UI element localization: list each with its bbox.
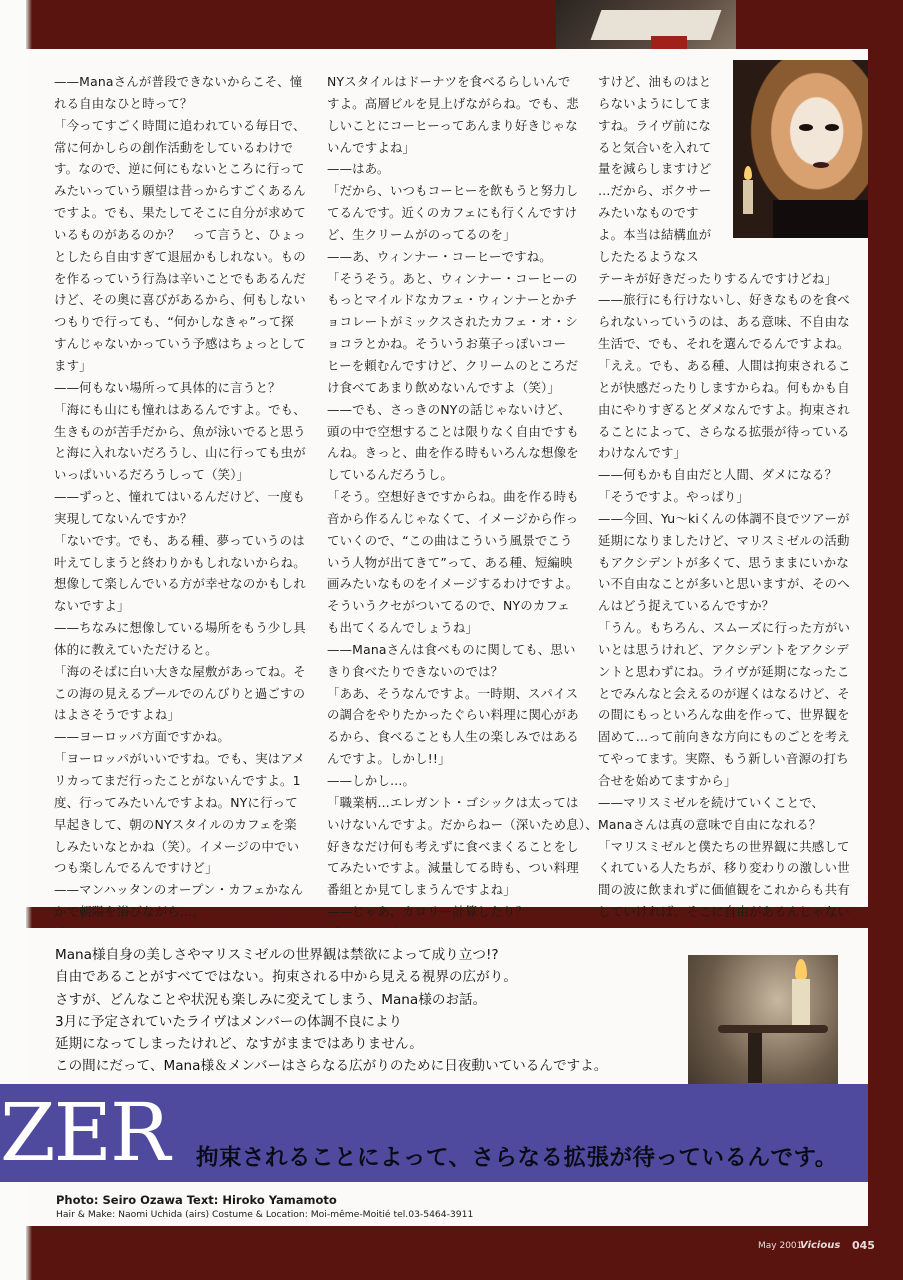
text-line: ていくので、“この曲はこういう風景でこう — [327, 532, 573, 548]
text-line: この海の見えるプールでのんびりと過ごすの — [54, 685, 306, 701]
text-line: すけど、油ものはと — [598, 74, 712, 89]
text-line: みたいっていう願望は昔っからすごくあるん — [54, 183, 306, 199]
text-line: 体的に教えていただけると。 — [54, 641, 218, 657]
lips-image — [813, 162, 829, 168]
text-line: ——でも、さっきのNYの話じゃないけど、 — [327, 401, 571, 417]
text-line: そういうクセがついてるので、NYのカフェ — [327, 598, 571, 614]
intro-text — [55, 944, 607, 1078]
text-line: 実現してないんですか？ — [54, 510, 193, 526]
text-line: ないですよ」 — [54, 598, 130, 614]
text-line: ——ちなみに想像している場所をもう少し具 — [54, 620, 306, 636]
text-line: ヒーを頼むんですけど、クリームのところだ — [327, 357, 579, 373]
text-line: ですよ。でも、果たしてそこに自分が求めて — [54, 205, 306, 221]
text-line: すね。ライヴ前にな — [598, 117, 711, 133]
text-line: くれている人たちが、移り変わりの激しい世 — [598, 860, 850, 876]
text-line: いるものがあるのか？ って言うと、ひょっ — [54, 226, 306, 242]
text-line: つも楽しんでるんですけど」 — [54, 860, 218, 876]
text-line: 早起きして、朝のNYスタイルのカフェを楽 — [54, 816, 297, 832]
text-line: いう人物が出てきて”って、ある種、短編映 — [327, 554, 573, 570]
text-line: ることによって、さらなる拡張が待っている — [598, 423, 850, 439]
credits — [56, 1192, 473, 1222]
text-line: 好きなだけ何も考えずに食べまくることをし — [327, 838, 579, 854]
candelabra-arm-image — [718, 1025, 828, 1033]
text-line: Manaさんは真の意味で自由になれる？ — [598, 816, 822, 832]
eye-image — [799, 124, 813, 131]
issue-date: May 2001 — [758, 1241, 803, 1251]
text-line: らないようにしてま — [598, 95, 712, 111]
text-line: 「職業柄…エレガント・ゴシックは太っては — [327, 794, 579, 810]
text-line: いっぱいいるだろうしって（笑）」 — [54, 467, 250, 483]
text-line: すよ。高層ビルを見上げながらね。でも、悲 — [327, 95, 579, 111]
text-line: ——はあ。 — [327, 161, 390, 177]
text-line: 頭の中で空想することは限りなく自由ですも — [327, 423, 579, 439]
text-line: リカってまだ行ったことがないんですよ。1 — [54, 773, 301, 788]
text-line: しているんだろうし。 — [327, 467, 453, 483]
text-line: てみたいですよ。減量してる時も、つい料理 — [327, 860, 579, 876]
text-line: ——Manaさんが普段できないからこそ、憧 — [54, 74, 303, 89]
text-line: 叶えてしまうと終わりかもしれないからね。 — [54, 554, 306, 570]
text-line: みたいなものです — [598, 205, 699, 221]
text-line: ——ずっと、憧れてはいるんだけど、一度も — [54, 489, 306, 505]
text-line: いんですよね」 — [327, 139, 416, 155]
magazine-name: Vicious — [800, 1240, 841, 1251]
text-line: 「海のそばに白い大きな屋敷があってね。そ — [54, 663, 306, 679]
text-line: てやってます。実際、もう新しい音源の打ち — [598, 751, 849, 767]
text-line: ど、生クリームがのってるのを」 — [327, 226, 516, 242]
text-line: いとは思うけれど、アクシデントをアクシデ — [598, 641, 849, 657]
text-line: の調合をやりたかったぐらい料理に関心があ — [327, 707, 579, 723]
interview-column-1 — [54, 71, 306, 945]
interview-column-2 — [327, 71, 598, 945]
text-line: んね。きっと、曲を作る時もいろんな想像を — [327, 445, 579, 461]
text-line: きり食べたりできないのでは？ — [327, 663, 504, 679]
text-line: ます」 — [54, 357, 92, 373]
mana-portrait-photo — [733, 60, 868, 238]
text-line: 由にやりすぎるとダメなんですよ。拘束され — [598, 401, 850, 417]
text-line: ——じゃあ、カロリー計算したり？ — [327, 904, 528, 920]
book-ribbon-image — [651, 36, 687, 50]
text-line: 「そうですよ。やっぱり」 — [598, 489, 750, 505]
text-line: 量を減らしますけど — [598, 161, 712, 177]
text-line: とが快感だったりしますからね。何もかも自 — [598, 379, 850, 395]
text-line: 延期になってしまったけれど、なすがままではありません。 — [55, 1036, 423, 1053]
text-line: 「海にも山にも憧れはあるんですよ。でも、 — [54, 401, 306, 417]
text-line: 合せを始めてますから」 — [598, 773, 737, 788]
text-line: 音から作るんじゃなくて、イメージから作っ — [327, 510, 579, 526]
text-line: 生きものが苦手だから、魚が泳いでると思う — [54, 423, 306, 439]
text-line: よ。本当は結構血が — [598, 226, 712, 242]
text-line: けど、その奥に喜びがあるから、何もしない — [54, 292, 306, 308]
text-line: 「今ってすごく時間に追われている毎日で、 — [54, 117, 306, 133]
text-line: 延期になりましたけど、マリスミゼルの活動 — [598, 532, 850, 548]
text-line: ——何もかも自由だと人間、ダメになる？ — [598, 467, 838, 483]
credits-photo-text: Photo: Seiro Ozawa Text: Hiroko Yamamoto — [56, 1193, 337, 1207]
text-line: ——マンハッタンのオープン・カフェかなん — [54, 882, 304, 898]
text-line: てるんです。近くのカフェにも行くんですけ — [327, 205, 578, 221]
text-line: 「だから、いつもコーヒーを飲もうと努力し — [327, 183, 579, 199]
text-line: わけなんです」 — [598, 445, 687, 461]
text-line: 「そうそう。あと、ウィンナー・コーヒーの — [327, 270, 578, 286]
text-line: ントと思わずにね。ライヴが延期になったこ — [598, 663, 850, 679]
text-line: かで朝陽を浴びながら…。 — [54, 904, 206, 920]
text-line: い不自由なことが多いと思いますが、そのへ — [598, 576, 850, 592]
candle-flame-image — [744, 166, 752, 180]
text-line: 生活で、でも、それを選んでるんですよね。 — [598, 336, 850, 352]
text-line: 画みたいなものをイメージするわけですよ。 — [327, 576, 579, 592]
text-line: 「マリスミゼルと僕たちの世界観に共感して — [598, 838, 850, 854]
text-line: るから、食べることも人生の楽しみではある — [327, 729, 579, 745]
text-line: ——旅行にも行けないし、好きなものを食べ — [598, 292, 850, 308]
text-line: ——あ、ウィンナー・コーヒーですね。 — [327, 248, 552, 264]
text-line: 間の波に飲まれずに価値観をこれからも共有 — [598, 882, 850, 898]
eye-image — [825, 124, 839, 131]
text-line: と海に入れないだろうし、山に行っても虫が — [54, 445, 306, 461]
text-line: しいことにコーヒーってあんまり好きじゃな — [327, 117, 578, 133]
text-line: ——今回、Yu～kiくんの体調不良でツアーが — [598, 510, 850, 526]
text-line: ——マリスミゼルを続けていくことで、 — [598, 794, 825, 810]
text-line: の間にもっといろんな曲を作って、世界観を — [598, 707, 850, 723]
text-line: さすが、どんなことや状況も楽しみに変えてしまう、Mana様のお話。 — [55, 991, 487, 1008]
candelabra-photo — [688, 955, 838, 1105]
text-line: ると気合いを入れて — [598, 139, 712, 155]
candelabra-base-image — [748, 1033, 762, 1083]
text-line: とでみんなと会えるのが遅くはなるけど、そ — [598, 685, 850, 701]
text-line: もっとマイルドなカフェ・ウィンナーとかチ — [327, 292, 578, 308]
text-line: 自由であることがすべてではない。拘束される中から見える視界の広がり。 — [55, 969, 517, 986]
text-line: 「うん。もちろん、スムーズに行った方がい — [598, 620, 851, 636]
text-line: していければ、そこに自由があるんじゃない — [598, 904, 850, 920]
text-line: しみたいなとかね（笑）。イメージの中でい — [54, 838, 300, 854]
text-line: ——Manaさんは食べものに関しても、思い — [327, 641, 576, 657]
text-line: 「ええ。でも、ある種、人間は拘束されるこ — [598, 357, 851, 373]
text-line: つもりで行っても、“何かしなきゃ”って探 — [54, 314, 294, 330]
text-line: テーキが好きだったりするんですけどね」 — [598, 270, 838, 286]
candle-image — [792, 979, 810, 1027]
text-line: はよさそうですよね」 — [54, 707, 180, 723]
text-line: も出てくるんでしょうね」 — [327, 620, 479, 636]
text-line: Mana様自身の美しさやマリスミゼルの世界観は禁欲によって成り立つ!? — [55, 947, 499, 963]
text-line: …だから、ボクサー — [598, 183, 712, 199]
text-line: 度、行ってみたいんですよね。NYに行って — [54, 794, 298, 810]
credits-hair-costume: Hair & Make: Naomi Uchida (airs) Costume & Location: Moi-même-Moitié tel.03-5464-3911 — [56, 1209, 474, 1220]
text-line: 想像して楽しんでいる方が幸せなのかもしれ — [54, 576, 306, 592]
text-line: ——ヨーロッパ方面ですかね。 — [54, 729, 231, 745]
page-number: 045 — [852, 1239, 875, 1252]
text-line: 固めて…って前向きな方向にものごとを考え — [598, 729, 850, 745]
text-line: すんじゃないかっていう予感はちょっとして — [54, 336, 306, 352]
text-line: 常に何かしらの創作活動をしているわけで — [54, 139, 294, 155]
text-line: ——何もない場所って具体的に言うと？ — [54, 379, 281, 395]
text-line: としたら自由すぎて退屈かもしれない。もの — [54, 248, 306, 264]
text-line: NYスタイルはドーナツを食べるらしいんで — [327, 74, 571, 89]
text-line: んはどう捉えているんですか？ — [598, 598, 775, 614]
text-line: ョコレートがミックスされたカフェ・オ・シ — [327, 314, 578, 330]
text-line: られないっていうのは、ある意味、不自由な — [598, 314, 850, 330]
catchphrase: 拘束されることによって、さらなる拡張が待っているんです。 — [196, 1145, 838, 1171]
text-line: ョコラとかね。そういうお菓子っぽいコー — [327, 336, 567, 352]
text-line: け食べてあまり飲めないんですよ（笑）」 — [327, 379, 561, 395]
text-line: 「ないです。でも、ある種、夢っていうのは — [54, 532, 305, 548]
text-line: れる自由なひと時って？ — [54, 95, 193, 111]
text-line: この間にだって、Mana様＆メンバーはさらなる広がりのために日夜動いているんですよ。 — [55, 1058, 608, 1075]
text-line: もアクシデントが多くて、思うままにいかな — [598, 554, 849, 570]
candle-image — [743, 180, 753, 214]
text-line: 「ヨーロッパがいいですね。でも、実はアメ — [54, 751, 305, 767]
title-big-letters: ZER — [0, 1086, 169, 1179]
text-line: したたるようなス — [598, 248, 699, 264]
text-line: 3月に予定されていたライヴはメンバーの体調不良により — [55, 1013, 403, 1030]
text-line: いけないんですよ。だからねー（深いため息）、 — [327, 816, 598, 832]
text-line: す。なので、逆に何にもないところに行って — [54, 161, 305, 177]
text-line: 「そう。空想好きですからね。曲を作る時も — [327, 489, 579, 505]
text-line: ——しかし…。 — [327, 773, 416, 788]
text-line: 番組とか見てしまうんですよね」 — [327, 882, 516, 898]
text-line: 「ああ、そうなんですよ。一時期、スパイス — [327, 685, 579, 701]
text-line: んですよ。しかし!!」 — [327, 751, 451, 767]
text-line: を作るっていう行為は辛いことでもあるんだ — [54, 270, 306, 286]
candle-flame-image — [795, 959, 807, 981]
black-coat-image — [773, 200, 868, 238]
